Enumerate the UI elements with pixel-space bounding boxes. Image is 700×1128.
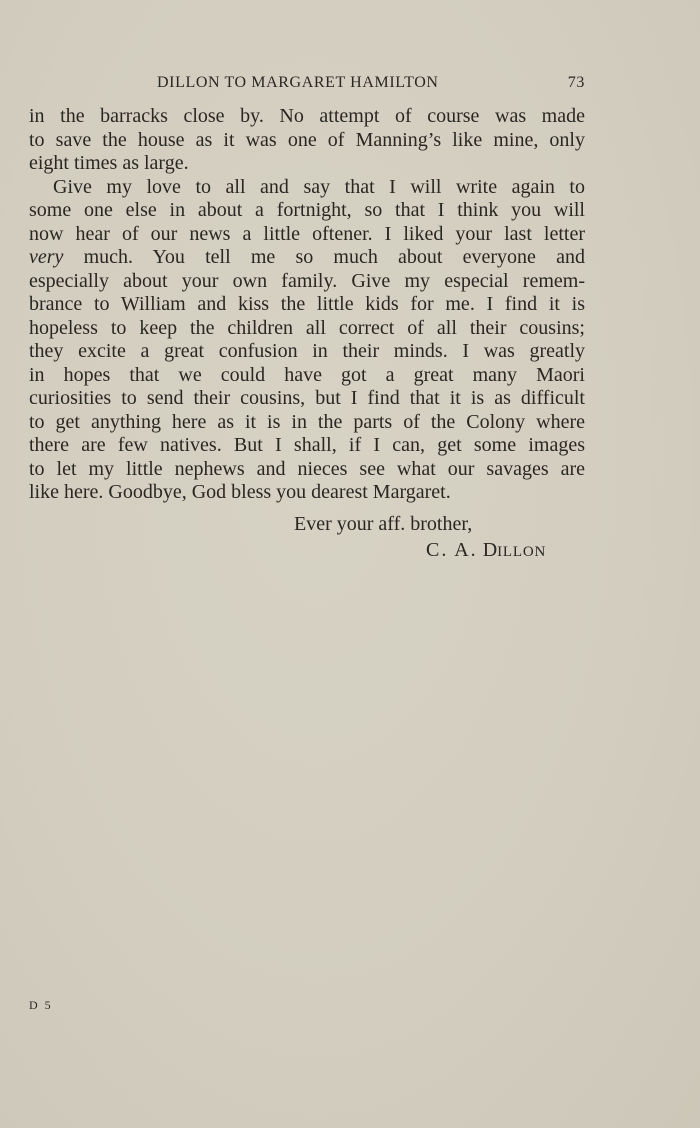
text-line: to save the house as it was one of Manning’s like mine, only <box>29 128 585 151</box>
letter-body <box>29 105 585 505</box>
text-line: eight times as large. <box>29 152 189 174</box>
text-line: to get anything here as it is in the parts of the Colony where <box>29 410 585 433</box>
text-line: curiosities to send their cousins, but I find that it is as difficult <box>29 387 585 409</box>
text-line: they excite a great confusion in their minds. I was greatly <box>29 340 585 362</box>
text-line: now hear of our news a little oftener. I liked your last letter <box>29 222 585 245</box>
signature-initials: C. A. <box>426 539 478 561</box>
text-line: in hopes that we could have got a great many Maori <box>29 363 585 386</box>
text-line: there are few natives. But I shall, if I can, get some images <box>29 434 585 456</box>
page-number: 73 <box>567 74 585 91</box>
emphasized-word: very <box>29 246 64 268</box>
text-line: Give my love to all and say that I will write again to <box>53 175 585 198</box>
text-line: some one else in about a fortnight, so that I think you will <box>29 199 585 221</box>
text-line: like here. Goodbye, God bless you dearest Margaret. <box>29 481 451 503</box>
running-head <box>29 74 585 96</box>
text-line-rest: much. You tell me so much about everyone and <box>63 246 585 268</box>
running-head-title: DILLON TO MARGARET HAMILTON <box>157 74 439 91</box>
text-line <box>29 246 585 270</box>
letter-signature <box>426 538 546 564</box>
letter-closing: Ever your aff. brother, <box>294 513 473 535</box>
text-line: to let my little nephews and nieces see what our savages are <box>29 457 585 480</box>
signature-surname-rest: ILLON <box>497 544 547 560</box>
text-line: in the barracks close by. No attempt of course was made <box>29 105 585 127</box>
text-line: hopeless to keep the children all correct of all their cousins; <box>29 316 585 339</box>
signature-surname-initial: D <box>482 539 498 561</box>
printer-signature-mark: D 5 <box>29 998 53 1012</box>
text-line: especially about your own family. Give my especial remem- <box>29 269 585 292</box>
text-line: brance to William and kiss the little kids for me. I find it is <box>29 293 585 315</box>
